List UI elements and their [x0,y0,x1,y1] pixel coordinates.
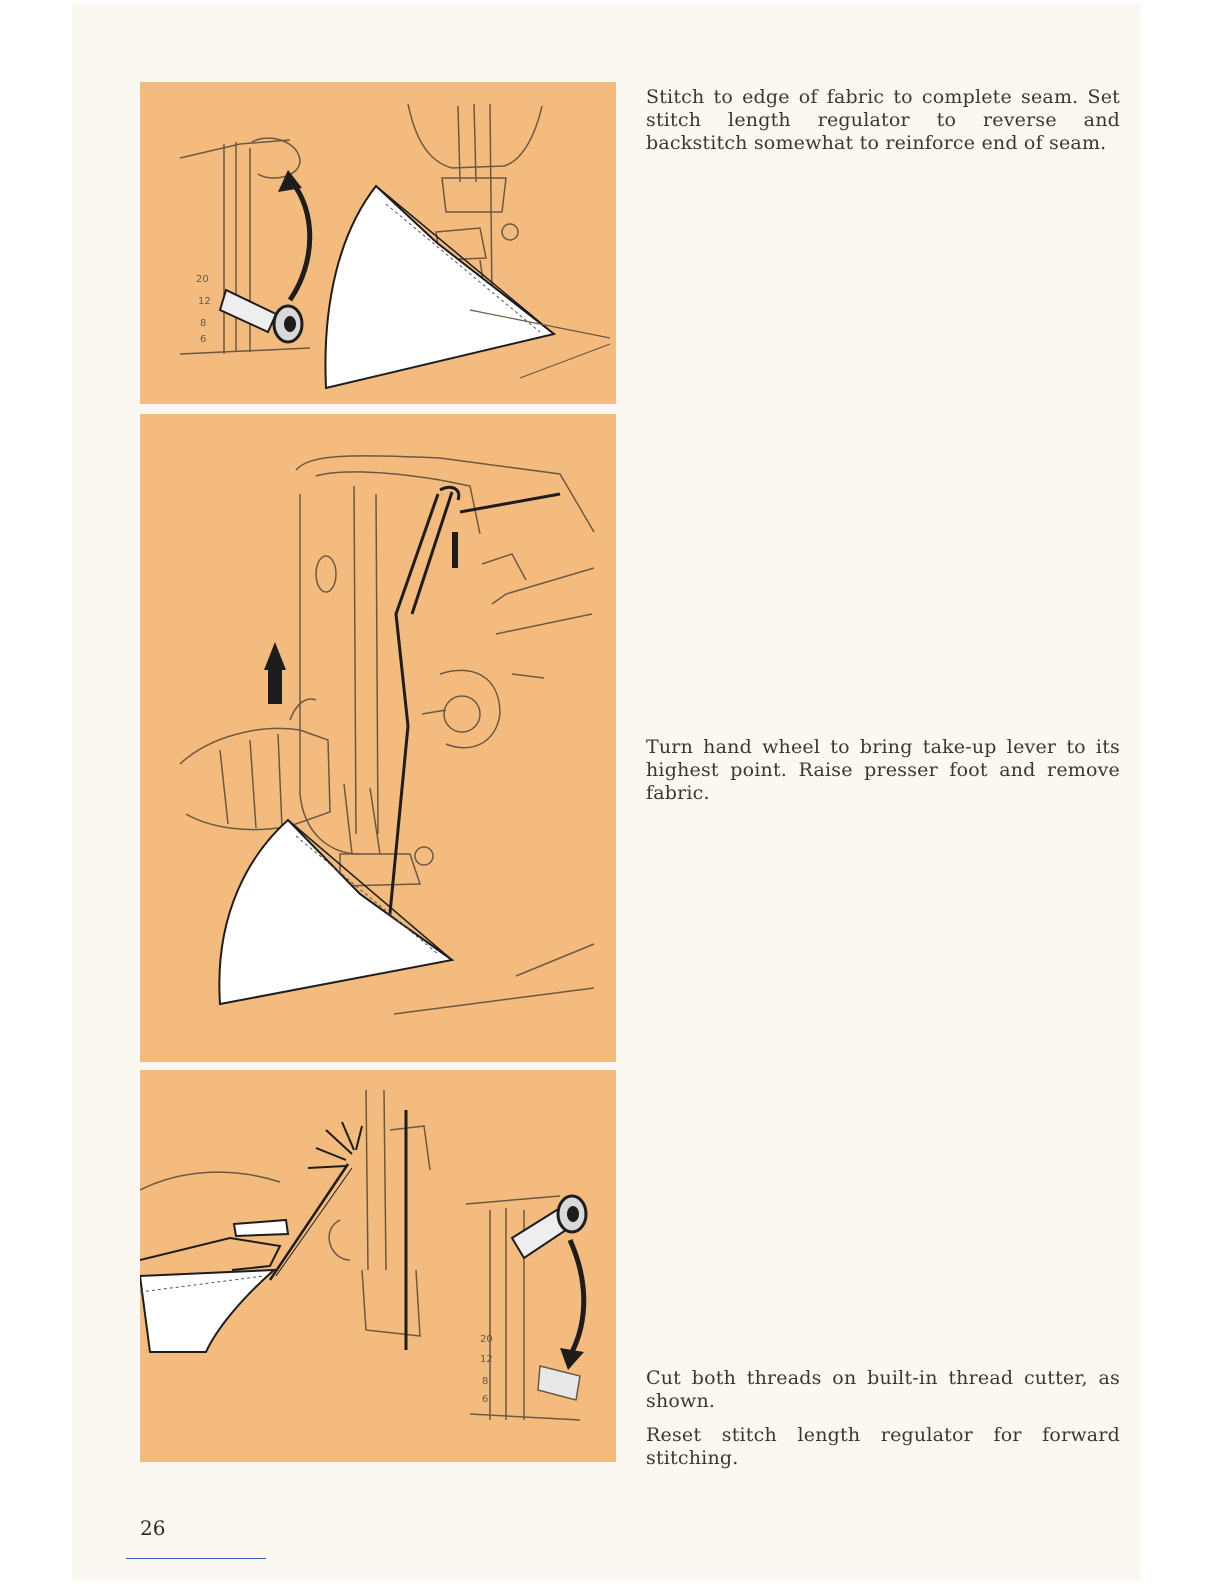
backstitch-regulator-illustration [140,82,616,404]
dial-tick-label: 8 [200,318,207,329]
caption-reset-regulator: Reset stitch length regulator for forward stitching. [646,1424,1120,1469]
dial-tick-label: 20 [480,1334,493,1345]
dial-tick-label: 12 [198,296,211,307]
take-up-lever [452,532,458,568]
hand-on-wheel [180,699,330,830]
thread-cutter-icon [270,1122,362,1280]
page-number: 26 [140,1516,166,1540]
curved-arrow-down-icon [560,1240,584,1370]
footer-link-underline[interactable] [126,1558,266,1559]
panel-divider [140,1064,616,1067]
dial-tick-label: 6 [482,1394,489,1405]
fabric-piece [325,186,554,388]
dial-tick-label: 20 [196,274,209,285]
fabric-piece [219,820,452,1004]
panel-divider [140,406,616,409]
regulator-knob-icon [512,1196,586,1400]
dial-tick-label: 6 [200,334,207,345]
arrow-up-icon [264,642,286,704]
thread-cutter-illustration [140,1070,616,1462]
caption-raise-take-up-lever: Turn hand wheel to bring take-up lever to its highest point. Raise presser foot and remove fabric. [646,736,1120,804]
illustration-drawing [140,1070,616,1462]
raise-take-up-lever-illustration [140,414,616,1062]
illustration-drawing [140,82,616,404]
fabric-piece [140,1270,274,1352]
dial-tick-label: 8 [482,1376,489,1387]
curved-arrow-up-icon [278,170,310,300]
caption-cut-threads: Cut both threads on built-in thread cutter, as shown. [646,1367,1120,1412]
caption-complete-seam: Stitch to edge of fabric to complete seam. Set stitch length regulator to reverse and backstitch somewhat to reinforce end of seam. [646,86,1120,154]
illustration-drawing [140,414,616,1062]
dial-tick-label: 12 [480,1354,493,1365]
hand-holding-threads [140,1220,288,1270]
